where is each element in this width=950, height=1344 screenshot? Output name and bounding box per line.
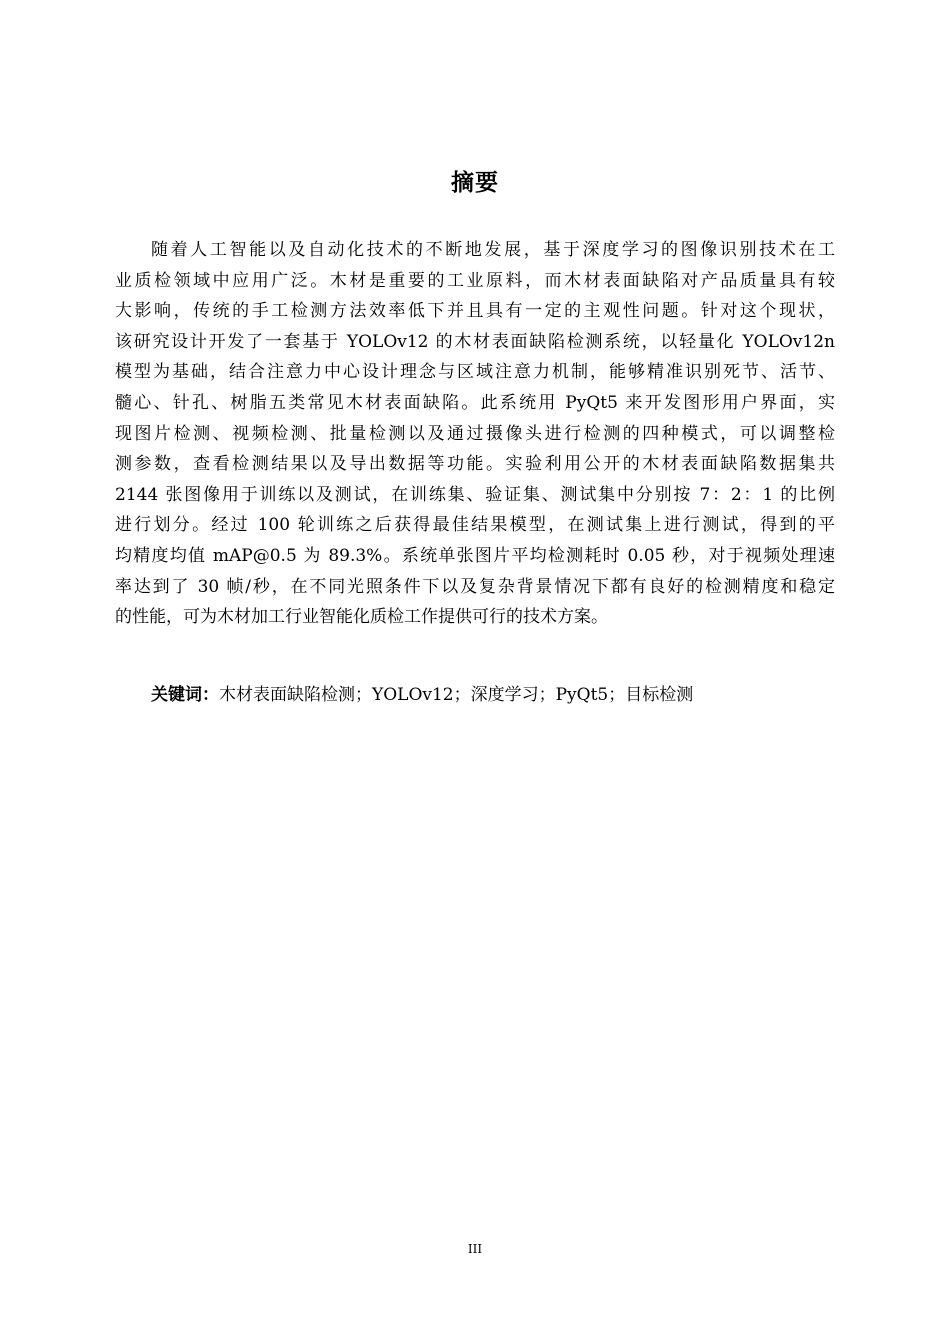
page-number: III <box>467 1242 483 1256</box>
abstract-line: 模型为基础，结合注意力中心设计理念与区域注意力机制，能够精准识别死节、活节、 <box>115 362 835 383</box>
abstract-line: 2144 张图像用于训练以及测试，在训练集、验证集、测试集中分别按 7：2：1 的比例 <box>115 484 835 505</box>
abstract-line: 测参数，查看检测结果以及导出数据等功能。实验利用公开的木材表面缺陷数据集共 <box>115 454 835 475</box>
abstract-body <box>115 235 835 633</box>
abstract-line: 该研究设计开发了一套基于 YOLOv12 的木材表面缺陷检测系统，以轻量化 YOLOv12n <box>115 331 835 352</box>
abstract-title: 摘要 <box>451 170 499 196</box>
abstract-line: 随着人工智能以及自动化技术的不断地发展，基于深度学习的图像识别技术在工 <box>151 240 835 260</box>
abstract-line: 现图片检测、视频检测、批量检测以及通过摄像头进行检测的四种模式，可以调整检 <box>115 423 835 444</box>
abstract-line: 大影响，传统的手工检测方法效率低下并且具有一定的主观性问题。针对这个现状， <box>115 301 835 322</box>
abstract-line: 进行划分。经过 100 轮训练之后获得最佳结果模型，在测试集上进行测试，得到的平 <box>115 515 835 536</box>
abstract-line: 率达到了 30 帧/秒，在不同光照条件下以及复杂背景情况下都有良好的检测精度和稳定 <box>115 576 835 597</box>
keywords-text: 木材表面缺陷检测；YOLOv12；深度学习；PyQt5；目标检测 <box>219 685 694 705</box>
abstract-line: 的性能，可为木材加工行业智能化质检工作提供可行的技术方案。 <box>115 607 608 628</box>
abstract-line: 髓心、针孔、树脂五类常见木材表面缺陷。此系统用 PyQt5 来开发图形用户界面，实 <box>115 392 835 413</box>
keywords <box>151 680 693 710</box>
keywords-label: 关键词： <box>151 685 219 705</box>
abstract-line: 业质检领域中应用广泛。木材是重要的工业原料，而木材表面缺陷对产品质量具有较 <box>115 270 835 291</box>
abstract-line: 均精度均值 mAP@0.5 为 89.3%。系统单张图片平均检测耗时 0.05 秒，对于视频处理速 <box>115 545 835 566</box>
